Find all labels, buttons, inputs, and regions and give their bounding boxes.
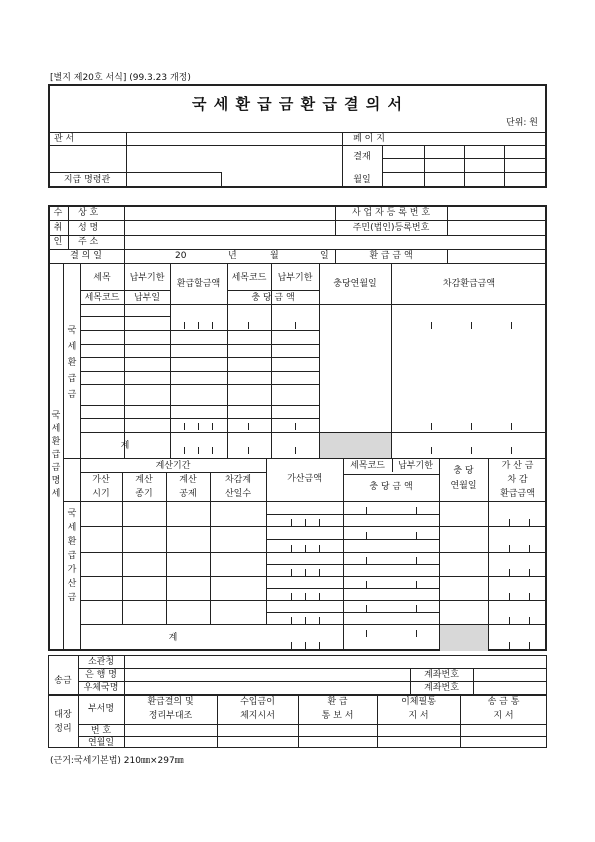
refund-amount-label: 환 급 금 액 xyxy=(369,251,413,261)
col-start-2: 시기 xyxy=(92,489,110,499)
col-tax-item: 세목 xyxy=(93,273,111,283)
ledger-col-1b: 정리부대조 xyxy=(148,711,193,721)
col-end-1: 계산 xyxy=(135,475,153,485)
approve-label: 결재 xyxy=(353,152,371,162)
form-reference: [별지 제20호 서식] (99.3.23 개정) xyxy=(50,73,191,83)
col-surcharge-due: 납부기한 xyxy=(398,461,433,471)
number-label: 번 호 xyxy=(90,726,112,736)
year-unit: 년 xyxy=(228,251,237,261)
form-title: 국 세 환 급 금 환 급 결 의 서 xyxy=(192,95,403,113)
ledger-label-2: 정리 xyxy=(54,724,72,734)
resolution-date-label: 결 의 일 xyxy=(70,251,102,261)
tax-office-label: 소관청 xyxy=(87,657,115,667)
bank-name-label: 은 행 명 xyxy=(85,670,117,680)
col-pay-date: 납부일 xyxy=(133,293,161,303)
ledger-col-3b: 통 보 서 xyxy=(321,711,354,721)
resno-label: 주민(법인)등록번호 xyxy=(352,223,430,233)
calc-period-label: 계산기간 xyxy=(155,461,191,471)
address-label: 주 소 xyxy=(78,237,99,247)
surcharge-group-5: 가 xyxy=(67,565,77,575)
col-refund-amount: 환급할금액 xyxy=(176,279,221,289)
refund-group-2: 세 xyxy=(67,342,77,352)
col-net-3: 환급금액 xyxy=(500,489,535,499)
account-number-label-2: 계좌번호 xyxy=(424,683,459,693)
surcharge-group-1: 국 xyxy=(67,509,77,519)
detail-group-6: 명 xyxy=(51,476,61,486)
col-deduct-1: 계산 xyxy=(179,475,197,485)
recipient-label-2: 취 xyxy=(53,223,63,233)
surcharge-group-7: 금 xyxy=(67,593,77,603)
col-deduct-2: 공제 xyxy=(179,489,197,499)
col-end-2: 종기 xyxy=(135,489,153,499)
col-code: 세목코드 xyxy=(231,273,267,283)
ledger-date-label: 연월일 xyxy=(87,738,115,748)
month-unit: 월 xyxy=(270,251,279,261)
refund-group-1: 국 xyxy=(67,326,77,336)
col-surcharge-offset: 충 당 금 액 xyxy=(369,482,413,492)
surcharge-group-6: 산 xyxy=(67,579,77,589)
subtotal-shaded-cell xyxy=(320,433,391,458)
col-due-date-2: 납부기한 xyxy=(277,273,313,283)
col-tax-code: 세목코드 xyxy=(84,293,120,303)
ledger-col-4a: 이체필통 xyxy=(401,697,436,707)
col-start-1: 가산 xyxy=(92,475,110,485)
ledger-label-1: 대장 xyxy=(54,710,72,720)
postal-office-label: 우체국명 xyxy=(83,683,119,693)
date-label: 월일 xyxy=(353,175,371,185)
surcharge-group-2: 세 xyxy=(67,523,77,533)
surcharge-total-label: 계 xyxy=(168,633,178,643)
date-year: 20 xyxy=(175,251,187,261)
col-offset-date: 충당연월일 xyxy=(333,279,377,289)
surcharge-group-3: 환 xyxy=(67,537,77,547)
ledger-col-3a: 환 급 xyxy=(327,697,348,707)
col-offset-date-1: 충 당 xyxy=(453,466,474,476)
detail-group-4: 급 xyxy=(51,450,61,460)
subtotal-label: 계 xyxy=(120,441,130,451)
day-unit: 일 xyxy=(320,251,329,261)
office-label: 관 서 xyxy=(54,134,75,144)
recipient-label-1: 수 xyxy=(53,208,63,218)
ledger-col-4b: 지 서 xyxy=(408,711,429,721)
detail-group-5: 금 xyxy=(51,463,61,473)
ledger-col-2a: 수입금이 xyxy=(240,697,275,707)
ledger-col-5b: 지 서 xyxy=(493,711,514,721)
dept-label: 부서명 xyxy=(87,704,115,714)
payer-label: 지급 명령관 xyxy=(63,175,111,185)
recipient-label-3: 인 xyxy=(53,237,63,247)
detail-group-2: 세 xyxy=(51,424,61,434)
total-shaded-cell xyxy=(440,625,488,651)
col-offset-date-2: 연월일 xyxy=(450,481,477,491)
person-name-label: 성 명 xyxy=(78,223,99,233)
account-number-label-1: 계좌번호 xyxy=(424,670,459,680)
col-days-1: 차감계 xyxy=(224,475,252,485)
footer-note: (근거:국세기본법) 210㎜×297㎜ xyxy=(50,756,184,766)
col-offset-amount: 충 당 금 액 xyxy=(251,293,295,303)
col-net-refund: 차감환급금액 xyxy=(442,279,496,289)
detail-group-1: 국 xyxy=(51,411,61,421)
col-net-1: 가 산 금 xyxy=(501,461,534,471)
col-net-2: 차 감 xyxy=(507,475,528,485)
detail-group-7: 세 xyxy=(51,489,61,499)
refund-group-3: 환 xyxy=(67,358,77,368)
bizno-label: 사 업 자 등 록 번 호 xyxy=(351,208,431,218)
col-surcharge-amount: 가산금액 xyxy=(287,474,322,484)
refund-group-5: 금 xyxy=(67,390,77,400)
ledger-col-2b: 체지시서 xyxy=(240,711,275,721)
ledger-col-1a: 환급결의 및 xyxy=(147,697,194,707)
business-name-label: 상 호 xyxy=(78,208,99,218)
col-due-date: 납부기한 xyxy=(129,273,165,283)
ledger-col-5a: 송 금 통 xyxy=(487,697,520,707)
remit-label: 송금 xyxy=(54,676,72,686)
detail-group-3: 환 xyxy=(51,437,61,447)
col-days-2: 산일수 xyxy=(224,489,252,499)
page-label: 페 이 지 xyxy=(353,134,385,144)
col-surcharge-code: 세목코드 xyxy=(350,461,385,471)
surcharge-group-4: 급 xyxy=(67,551,77,561)
refund-group-4: 급 xyxy=(67,374,77,384)
unit-label: 단위: 원 xyxy=(506,118,538,128)
